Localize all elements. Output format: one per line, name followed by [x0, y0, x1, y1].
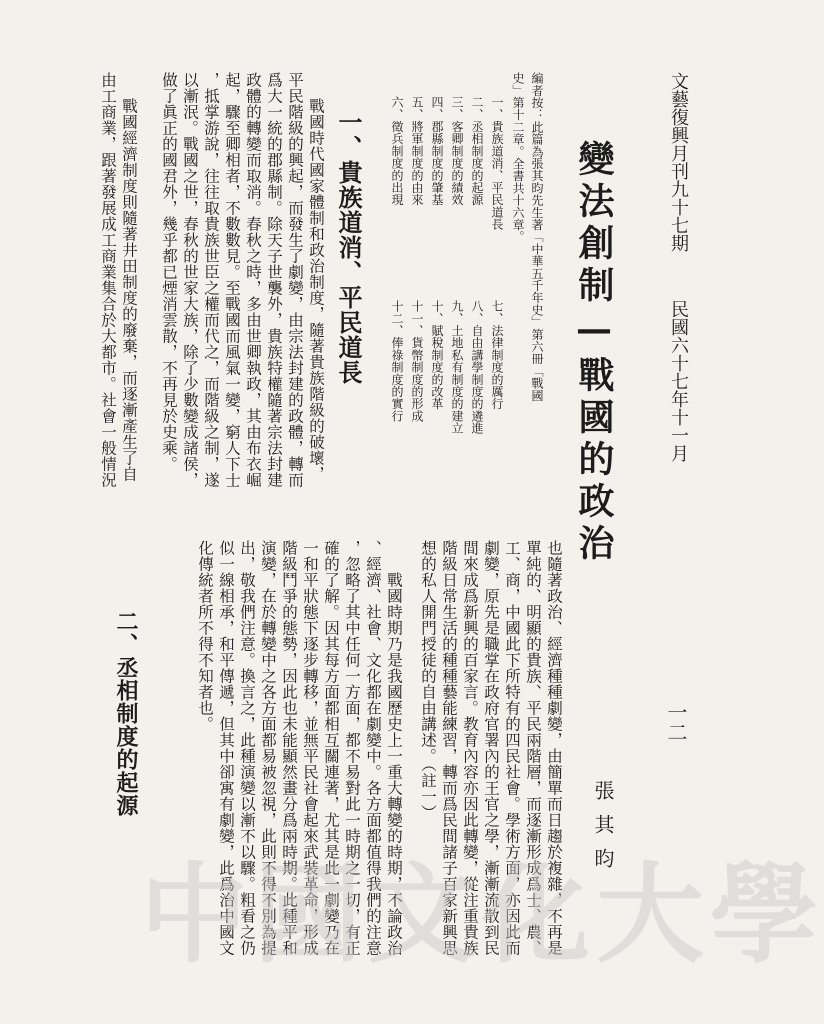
article-author: 張其昀 [591, 780, 615, 882]
body-upper-line: 政體的轉變而取消。春秋之時，多由世卿執政，其由布衣崛 [244, 72, 262, 488]
article-title: 變法創制—戰國的政治 [573, 140, 615, 566]
body-lower-line: 似一線相承，和平傳遞，但其中卻寓有劇變，此爲治中國文 [217, 540, 235, 956]
page-number: 一二 [664, 702, 688, 742]
journal-issue: 文藝復興月刊九十七期 [668, 72, 689, 252]
body-lower-line: ，忽略了其中任何一方面，都不易對此一時期之一切，有正 [343, 540, 361, 956]
body-upper-line: 戰國經濟制度則隨著井田制度的廢棄，而逐漸產生了自 [120, 98, 138, 482]
section-heading-2: 二、丞相制度的起源 [113, 610, 139, 817]
body-lower-line: 間來成爲新興的百家言。教育內容亦因此轉變，從注重貴族 [461, 540, 479, 956]
body-lower-line: 單純的、明顯的貴族、平民兩階層，而逐漸形成爲士、農、 [524, 540, 542, 956]
body-upper-line: 平民階級的興起，而發生了劇變，由宗法封建的政體，轉而 [286, 72, 304, 488]
body-upper-line: 做了眞正的國君外，幾乎都已煙消雲散，不再見於史乘。 [160, 72, 178, 472]
body-lower-line: 階級日常生活的種種藝能練習，轉而爲民間諸子百家新興思 [440, 540, 458, 956]
body-lower-line: 確的了解。因其每方面都相互關連著，尤其是此一劇變乃在 [322, 540, 340, 956]
body-upper-line: 以漸泯。戰國之世，春秋的世家大族，除了少數變成諸侯， [181, 72, 199, 488]
body-upper-line: ，抵掌游說，往往取貴族世臣之權而代之，而階級之制，遂 [202, 72, 220, 488]
editor-note-line-2: 史」第十二章。全書共十六章。 [511, 72, 525, 243]
toc-chapter-9: 九、土地私有制度的建立 [450, 300, 464, 435]
toc-chapter-12: 十二、俸祿制度的實行 [390, 300, 404, 422]
body-lower-line: 化傳統者所不得不知者也。 [196, 540, 214, 732]
body-upper-line: 由工商業，跟著發展成工商業集合於大都市。社會一般情況 [99, 72, 117, 488]
body-lower-line: 出，敬我們注意。換言之，此種演變以漸不以驟。粗看之仍 [238, 540, 256, 956]
body-lower-line: 工、商，中國此下所特有的四民社會。學術方面，亦因此而 [503, 540, 521, 956]
toc-chapter-4: 四、郡縣制度的肇基 [430, 96, 444, 206]
body-lower-line: 戰國時期乃是我國歷史上一重大轉變的時期，不論政治 [385, 572, 403, 956]
editor-note-line-1: 編者按：此篇為張其昀先生著「中華五千年史」第六冊「戰國 [530, 72, 544, 402]
body-lower-line: 階級鬥爭的態勢，因此也未能顯然畫分爲兩時期。此種平和 [280, 540, 298, 956]
body-lower-line: 想的私人開門授徒的自由講述。（註一） [419, 540, 437, 821]
toc-chapter-2: 二、丞相制度的起源 [470, 96, 484, 206]
toc-chapter-5: 五、將軍制度的由來 [410, 96, 424, 206]
body-lower-line: 一和平狀態下逐步轉移，並無平民社會起來武裝革命，形成 [301, 540, 319, 956]
toc-chapter-10: 十、賦稅制度的改革 [430, 300, 444, 410]
toc-chapter-3: 三、客卿制度的績效 [450, 96, 464, 206]
body-upper-line: 起，驟至卿相者，不數數見。至戰國而風氣一變，窮人下士 [223, 72, 241, 488]
section-heading-1: 一、貴族道消、平民道長 [334, 110, 363, 385]
body-upper-line: 爲大一統的郡縣制。除天子世襲外，貴族特權隨著宗法封建 [265, 72, 283, 488]
toc-chapter-11: 十一、貨幣制度的形成 [410, 300, 424, 422]
publication-date: 民國六十七年十一月 [668, 300, 689, 462]
body-lower-line: 劇變，原先是職掌在政府官署內的王官之學，漸漸流散到民 [482, 540, 500, 956]
body-lower-line: 、經濟、社會、文化都在劇變中。各方面都值得我們的注意 [364, 540, 382, 956]
watermark: 中國文化大學 [140, 852, 824, 978]
toc-chapter-7: 七、法律制度的厲行 [490, 300, 504, 410]
body-lower-line: 也隨著政治、經濟種種劇變，由簡單而日趨於複雜，不再是 [545, 540, 563, 956]
body-lower-line: 演變，在於轉變中之各方面都易被忽視，此則不得不別為提 [259, 540, 277, 956]
toc-chapter-8: 八、自由講學制度的遴進 [470, 300, 484, 435]
body-upper-line: 戰國時代國家體制和政治制度，隨著貴族階級的破壞， [307, 98, 325, 482]
toc-chapter-1: 一、貴族道消、平民道長 [490, 96, 504, 231]
toc-chapter-6: 六、徵兵制度的出現 [390, 96, 404, 206]
